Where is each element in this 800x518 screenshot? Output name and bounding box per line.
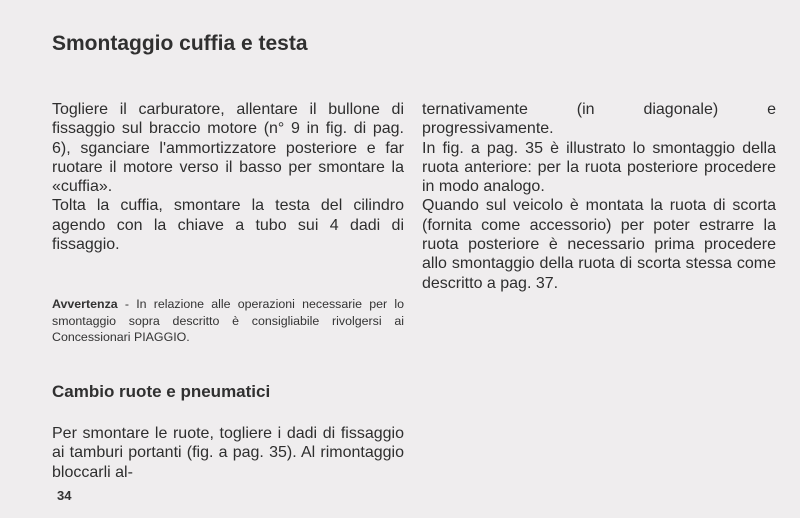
page-title: Smontaggio cuffia e testa	[52, 32, 308, 55]
warning-text: - In relazione alle operazioni necessarie per lo smontaggio sopra descritto è consigliabile rivolgersi ai Concessionari PIAGGIO.	[52, 297, 404, 344]
left-column	[52, 100, 404, 254]
paragraph-front-wheel: In fig. a pag. 35 è illustrato lo smontaggio della ruota anteriore: per la ruota posteriore procedere in modo analogo.	[422, 139, 776, 196]
warning-note	[52, 296, 404, 346]
page-number: 34	[57, 488, 72, 503]
paragraph-remove-wheels: Per smontare le ruote, togliere i dadi di fissaggio ai tamburi portanti (fig. a pag. 35). Al rimontaggio bloccarli al-	[52, 425, 404, 481]
warning-label: Avvertenza	[52, 297, 118, 311]
paragraph-spare-wheel: Quando sul veicolo è montata la ruota di scorta (fornita come accessorio) per poter estrarre la ruota posteriore è necessario prima procedere allo smontaggio della ruota di scorta stessa come descritto a pag. 37.	[422, 197, 776, 292]
paragraph-remove-head: Tolta la cuffia, smontare la testa del cilindro agendo con la chiave a tubo sui 4 dadi di fissaggio.	[52, 197, 404, 254]
paragraph-continuation: ternativamente (in diagonale) e progressivamente.	[422, 101, 776, 138]
right-column	[422, 100, 776, 293]
section-title-wheels: Cambio ruote e pneumatici	[52, 382, 271, 401]
paragraph-remove-cover: Togliere il carburatore, allentare il bullone di fissaggio sul braccio motore (n° 9 in fig. di pag. 6), sganciare l'ammortizzatore posteriore e far ruotare il motore verso il basso per smontare la «cuffia».	[52, 101, 404, 196]
